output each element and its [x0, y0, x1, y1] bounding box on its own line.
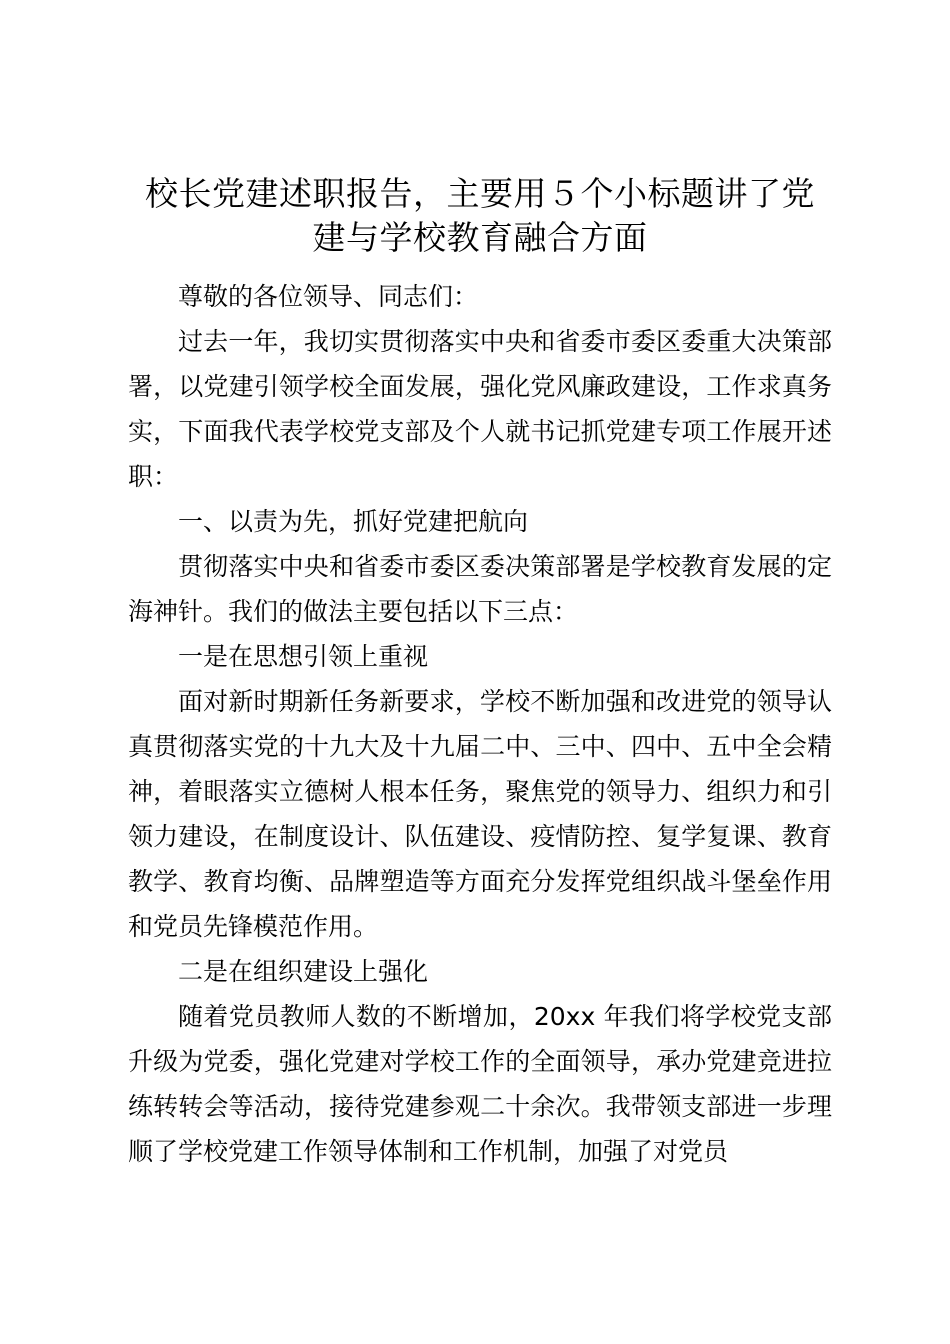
point-2-heading: 二是在组织建设上强化 — [178, 957, 429, 986]
document-body — [128, 274, 832, 1174]
document-content — [128, 172, 832, 1174]
point-1-paragraph: 面对新时期新任务新要求，学校不断加强和改进党的领导认真贯彻落实党的十九大及十九届二中、三中、四中、五中全会精神，着眼落实立德树人根本任务，聚焦党的领导力、组织力和引领力建设，在制度设计、队伍建设、疫情防控、复学复课、教育教学、教育均衡、品牌塑造等方面充分发挥党组织战斗堡垒作用和党员先锋模范作用。 — [128, 687, 832, 941]
title-line-1: 校长党建述职报告，主要用５个小标题讲了党 — [145, 174, 815, 213]
salutation: 尊敬的各位领导、同志们： — [178, 282, 479, 311]
section-1-heading: 一、以责为先，抓好党建把航向 — [178, 507, 529, 536]
section-1-paragraph: 贯彻落实中央和省委市委区委决策部署是学校教育发展的定海神针。我们的做法主要包括以下三点： — [128, 552, 832, 626]
document-title — [128, 172, 832, 260]
intro-paragraph: 过去一年，我切实贯彻落实中央和省委市委区委重大决策部署，以党建引领学校全面发展，强化党风廉政建设，工作求真务实，下面我代表学校党支部及个人就书记抓党建专项工作展开述职： — [128, 327, 832, 491]
point-1-heading: 一是在思想引领上重视 — [178, 642, 429, 671]
point-2-paragraph: 随着党员教师人数的不断增加，20xx 年我们将学校党支部升级为党委，强化党建对学校工作的全面领导，承办党建竞进拉练转转会等活动，接待党建参观二十余次。我带领支部进一步理顺了学校党建工作领导体制和工作机制，加强了对党员 — [128, 1002, 832, 1166]
title-line-2: 建与学校教育融合方面 — [312, 218, 648, 257]
